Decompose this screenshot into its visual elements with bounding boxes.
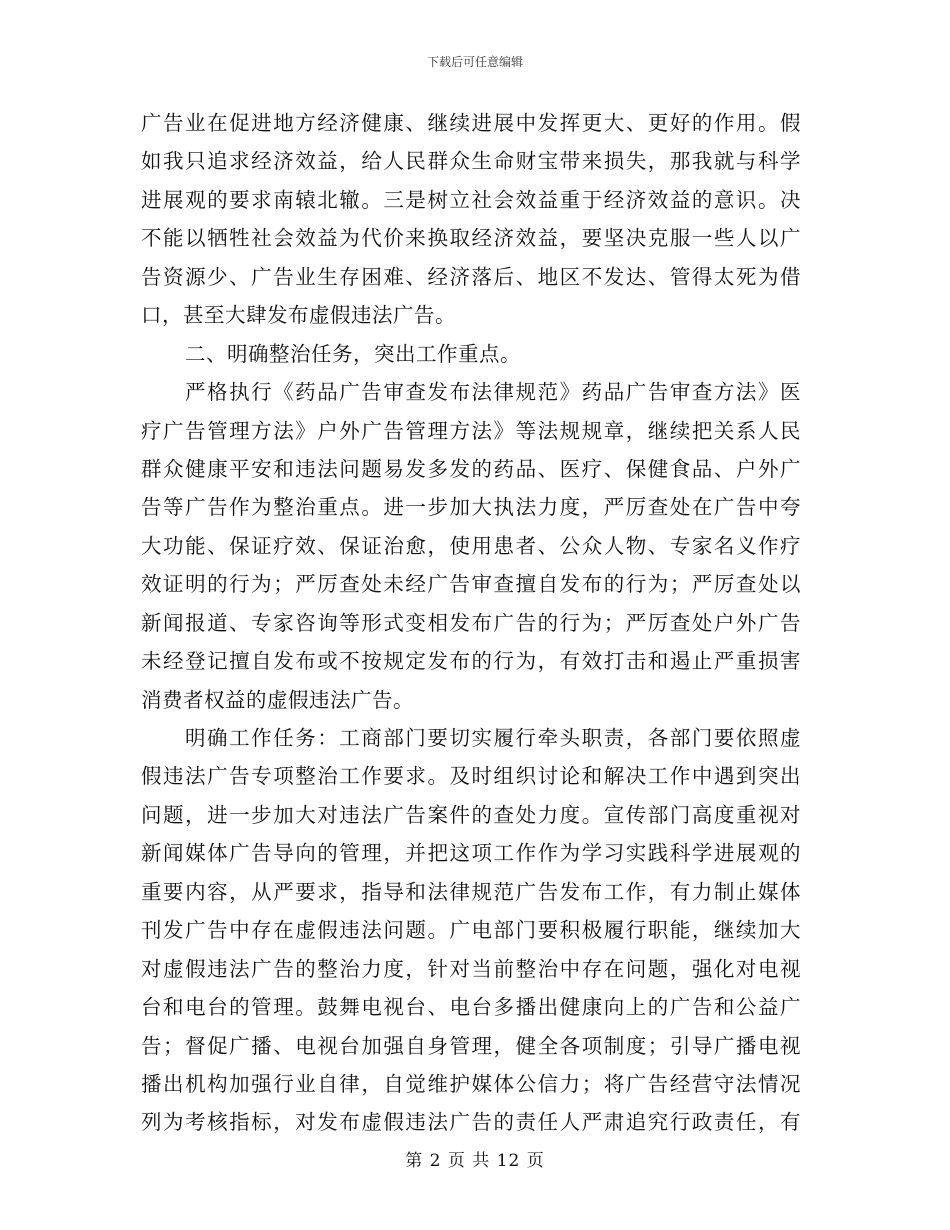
page-header: 下载后可任意编辑 <box>426 55 523 69</box>
text-line: 严格执行《药品广告审查发布法律规范》药品广告审查方法》医 <box>185 380 801 405</box>
section-heading: 二、明确整治任务，突出工作重点。 <box>185 341 521 366</box>
page-footer: 第 2 页 共 12 页 <box>405 1151 545 1171</box>
text-line: 问题，进一步加大对违法广告案件的查处力度。宣传部门高度重视对 <box>141 802 801 827</box>
text-line: 消费者权益的虚假违法广告。 <box>141 687 414 712</box>
text-line: 不能以牺牲社会效益为代价来换取经济效益，要坚决克服一些人以广 <box>141 226 801 251</box>
text-line: 大功能、保证疗效、保证治愈，使用患者、公众人物、专家名义作疗 <box>141 533 801 558</box>
text-line: 列为考核指标，对发布虚假违法广告的责任人严肃追究行政责任，有 <box>141 1110 801 1135</box>
text-line: 效证明的行为；严厉查处未经广告审查擅自发布的行为；严厉查处以 <box>141 572 801 597</box>
text-line: 告；督促广播、电视台加强自身管理，健全各项制度；引导广播电视 <box>141 1033 801 1058</box>
text-line: 新闻媒体广告导向的管理，并把这项工作作为学习实践科学进展观的 <box>141 841 801 866</box>
text-line: 未经登记擅自发布或不按规定发布的行为，有效打击和遏止严重损害 <box>141 649 801 674</box>
text-line: 告资源少、广告业生存困难、经济落后、地区不发达、管得太死为借 <box>141 264 801 289</box>
text-line: 重要内容，从严要求，指导和法律规范广告发布工作，有力制止媒体 <box>141 879 801 904</box>
text-line: 疗广告管理方法》户外广告管理方法》等法规规章，继续把关系人民 <box>141 418 801 443</box>
text-line: 刊发广告中存在虚假违法问题。广电部门要积极履行职能，继续加大 <box>141 918 801 943</box>
text-line: 对虚假违法广告的整治力度，针对当前整治中存在问题，强化对电视 <box>141 956 801 981</box>
text-line: 广告业在促进地方经济健康、继续进展中发挥更大、更好的作用。假 <box>141 111 801 135</box>
text-line: 告等广告作为整治重点。进一步加大执法力度，严厉查处在广告中夸 <box>141 495 801 520</box>
text-line: 群众健康平安和违法问题易发多发的药品、医疗、保健食品、户外广 <box>141 456 801 481</box>
text-line: 新闻报道、专家咨询等形式变相发布广告的行为；严厉查处户外广告 <box>141 610 801 635</box>
text-line: 台和电台的管理。鼓舞电视台、电台多播出健康向上的广告和公益广 <box>141 995 801 1020</box>
text-line: 进展观的要求南辕北辙。三是树立社会效益重于经济效益的意识。决 <box>141 187 801 212</box>
text-line: 播出机构加强行业自律，自觉维护媒体公信力；将广告经营守法情况 <box>141 1071 801 1096</box>
document-body <box>141 104 801 1142</box>
text-line: 如我只追求经济效益，给人民群众生命财宝带来损失，那我就与科学 <box>141 149 801 174</box>
text-line: 假违法广告专项整治工作要求。及时组织讨论和解决工作中遇到突出 <box>141 764 801 789</box>
text-line: 口，甚至大肆发布虚假违法广告。 <box>141 303 456 328</box>
text-line: 明确工作任务：工商部门要切实履行牵头职责，各部门要依照虚 <box>185 726 801 750</box>
